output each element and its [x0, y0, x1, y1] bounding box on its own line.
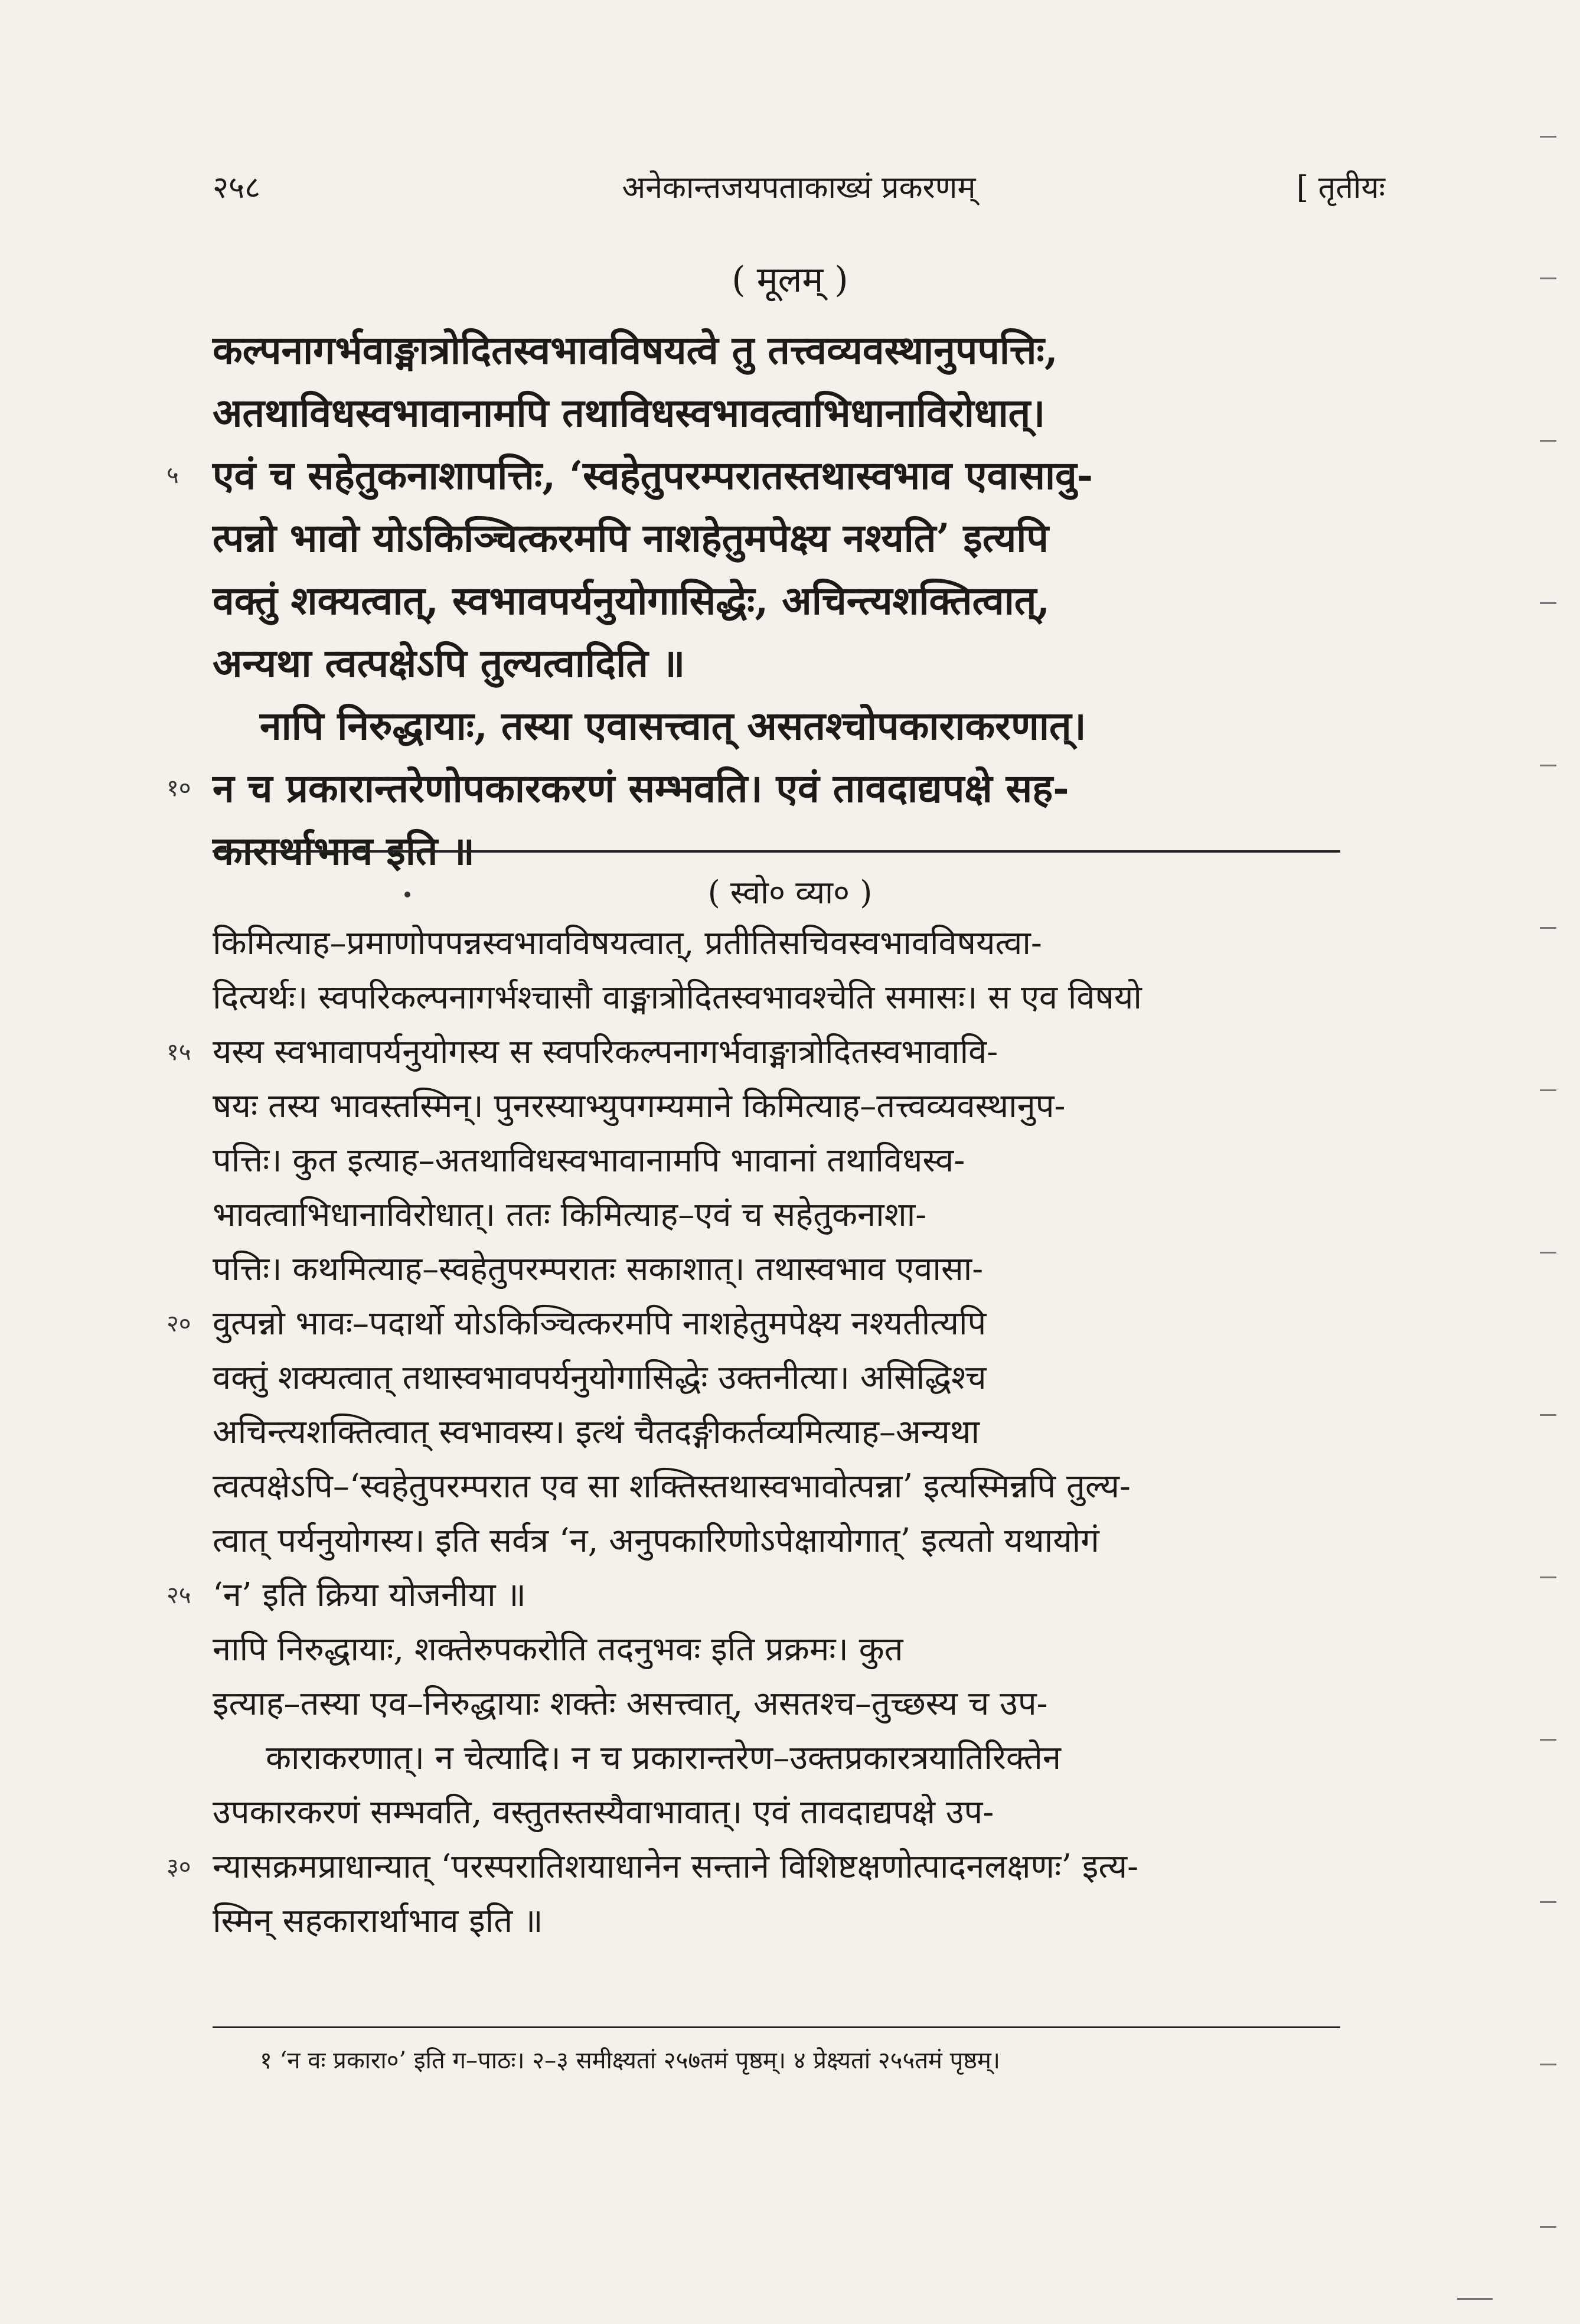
text-line: ३० न्यासक्रमप्राधान्यात् ‘परस्परातिशयाधानेन सन्ताने विशिष्टक्षणोत्पादनलक्षणः’ इत्य- [213, 1840, 1340, 1894]
text-line: अन्यथा त्वत्पक्षेऽपि तुल्यत्वादिति ॥ [213, 640, 685, 686]
text-line: इत्याह–तस्या एव–निरुद्धायाः शक्तेः असत्त्वात्, असतश्च–तुच्छस्य च उप- [213, 1685, 1048, 1723]
margin-tick [1540, 1739, 1556, 1741]
text-line: दित्यर्थः। स्वपरिकल्पनागर्भश्चासौ वाङ्मात्रोदितस्वभावश्चेति समासः। स एव विषयो [213, 978, 1142, 1017]
running-title: अनेकान्तजयपताकाख्यं प्रकरणम् [622, 170, 976, 205]
text-line: नापि निरुद्धायाः, तस्या एवासत्त्वात् असतश्चोपकाराकरणात्। [260, 703, 1086, 749]
margin-tick [1540, 1576, 1556, 1578]
text-line: त्वात् पर्यनुयोगस्य। इति सर्वत्र ‘न, अनुपकारिणोऽपेक्षायोगात्’ इत्यतो यथायोगं [213, 1522, 1099, 1560]
text-line: पत्तिः। कुत इत्याह–अतथाविधस्वभावानामपि भावानां तथाविधस्व- [213, 1141, 965, 1180]
text-line: काराकरणात्। न चेत्यादि। न च प्रकारान्तरेण–उक्तप्रकारत्रयातिरिक्तेन [266, 1739, 1061, 1777]
text-line: त्पन्नो भावो योऽकिञ्चित्करमपि नाशहेतुमपेक्ष्य नश्यति’ इत्यपि [213, 515, 1049, 561]
margin-tick [1540, 1252, 1556, 1254]
text-line: नापि निरुद्धायाः, शक्तेरुपकरोति तदनुभवः इति प्रक्रमः। कुत [213, 1630, 903, 1669]
text-line: २० वुत्पन्नो भावः–पदार्थो योऽकिञ्चित्करमपि नाशहेतुमपेक्ष्य नश्यतीत्यपि [213, 1297, 1340, 1351]
text-line: भावत्वाभिधानाविरोधात्। ततः किमित्याह–एवं च सहेतुकनाशा- [213, 1196, 927, 1234]
margin-tick [1540, 927, 1556, 929]
text-line: अचिन्त्यशक्तित्वात् स्वभावस्य। इत्थं चैतदङ्गीकर्तव्यमित्याह–अन्यथा [213, 1413, 980, 1451]
line-number: १० [167, 775, 191, 802]
commentary-text [167, 916, 1340, 2057]
commentary-section-title: ( स्वो० व्या० ) [707, 874, 873, 911]
text-line: अतथाविधस्वभावानामपि तथाविधस्वभावत्वाभिधानाविरोधात्। [213, 390, 1046, 436]
text-line: त्वत्पक्षेऽपि–‘स्वहेतुपरम्परात एव सा शक्तिस्तथास्वभावोत्पन्ना’ इत्यस्मिन्नपि तुल्य- [213, 1467, 1131, 1506]
text-line: पत्तिः। कथमित्याह–स्वहेतुपरम्परातः सकाशात्। तथास्वभाव एवासा- [213, 1250, 984, 1288]
text-line: १० न च प्रकारान्तरेणोपकारकरणं सम्भवति। एवं तावदाद्यपक्षे सह- [213, 757, 1340, 820]
text-line: स्मिन् सहकारार्थाभाव इति ॥ [213, 1902, 543, 1940]
line-number: ३० [167, 1853, 191, 1881]
line-number: २५ [167, 1582, 191, 1609]
line-number: ५ [167, 462, 179, 489]
chapter-label: [ तृतीयः [1296, 170, 1385, 205]
text-line: ५ एवं च सहेतुकनाशापत्तिः, ‘स्वहेतुपरम्परातस्तथास्वभाव एवासावु- [213, 444, 1340, 507]
line-number: १५ [167, 1039, 191, 1066]
text-line: उपकारकरणं सम्भवति, वस्तुतस्तस्यैवाभावात्। एवं तावदाद्यपक्षे उप- [213, 1793, 994, 1832]
text-line: कल्पनागर्भवाङ्मात्रोदितस्वभावविषयत्वे तु तत्त्वव्यवस्थानुपपत्तिः, [213, 327, 1058, 373]
footnote: १ ‘न वः प्रकारा०’ इति ग–पाठः। २–३ समीक्ष्यतां २५७तमं पृष्ठम्। ४ प्रेक्ष्यतां २५५तमं पृष्ठम्। [260, 2047, 1001, 2074]
margin-tick [1540, 440, 1556, 442]
text-line: २५ ‘न’ इति क्रिया योजनीया ॥ [213, 1568, 1340, 1623]
margin-tick [1457, 2298, 1493, 2300]
page-number: २५८ [213, 170, 261, 205]
margin-tick [1540, 602, 1556, 604]
footnote-divider [213, 2026, 1340, 2028]
margin-tick [1540, 2226, 1556, 2228]
margin-tick [1540, 1414, 1556, 1416]
section-divider [213, 850, 1340, 853]
text-line: १५ यस्य स्वभावापर्यनुयोगस्य स स्वपरिकल्पनागर्भवाङ्मात्रोदितस्वभावावि- [213, 1025, 1340, 1079]
margin-tick [1540, 278, 1556, 279]
page-header [213, 159, 1385, 224]
line-number: २० [167, 1310, 191, 1337]
text-line: कारार्थाभाव इति ॥ [213, 828, 475, 874]
text-line: किमित्याह–प्रमाणोपपन्नस्वभावविषयत्वात्, प्रतीतिसचिवस्वभावविषयत्वा- [213, 924, 1042, 962]
text-line [213, 1948, 1340, 2003]
margin-tick [1540, 765, 1556, 766]
margin-tick [1540, 1089, 1556, 1091]
text-line: वक्तुं शक्यत्वात् तथास्वभावपर्यनुयोगासिद्धेः उक्तनीत्या। असिद्धिश्च [213, 1359, 987, 1397]
mool-section-title: ( मूलम् ) [732, 259, 848, 301]
margin-tick [1540, 2064, 1556, 2065]
margin-tick [1540, 136, 1556, 138]
text-line: वक्तुं शक्यत्वात्, स्वभावपर्यनुयोगासिद्धेः, अचिन्त्यशक्तित्वात्, [213, 577, 1050, 624]
margin-tick [1540, 1901, 1556, 1903]
text-line: षयः तस्य भावस्तस्मिन्। पुनरस्याभ्युपगम्यमाने किमित्याह–तत्त्वव्यवस्थानुप- [213, 1087, 1066, 1125]
mool-text [167, 319, 1340, 882]
